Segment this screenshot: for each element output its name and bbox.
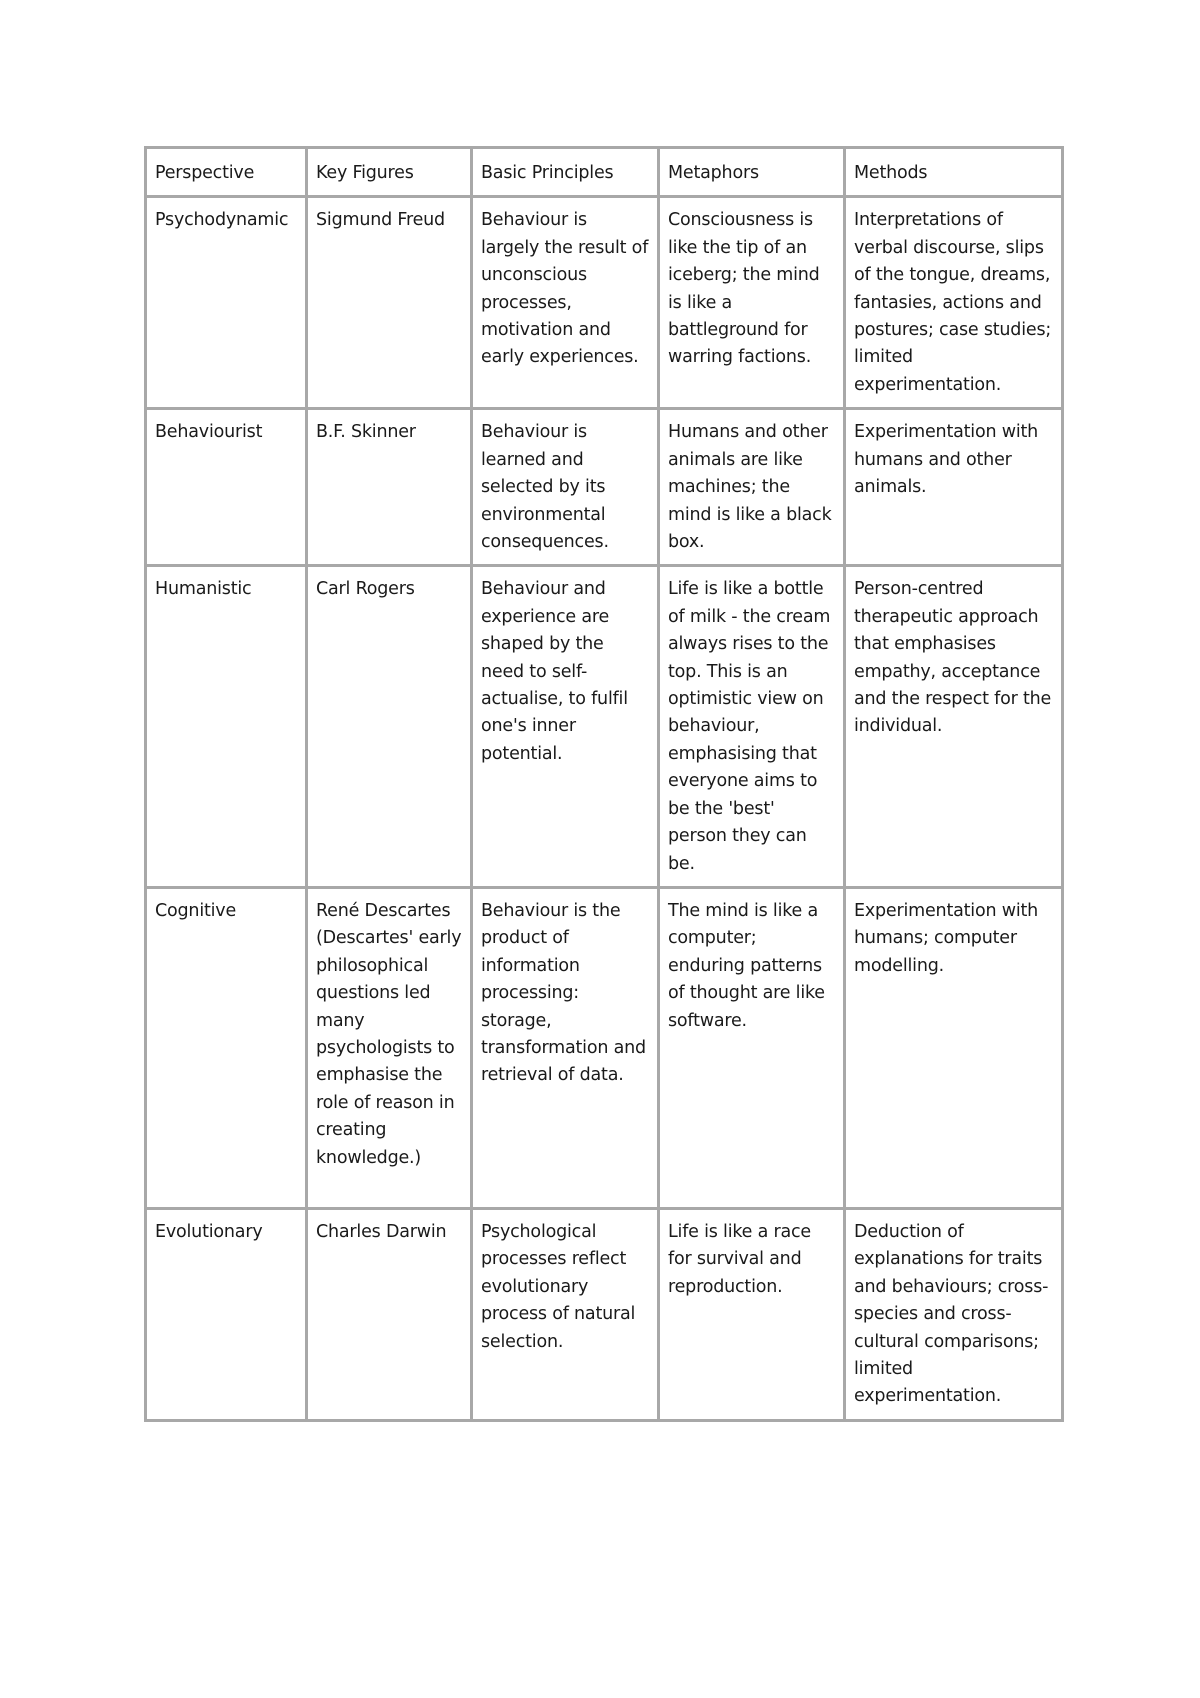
table-row: [146, 197, 1063, 409]
cell-basic-principles: Behaviour is the product of information processing: storage, transformation and retrieval of data.: [472, 887, 659, 1208]
cell-methods: Person-centred therapeutic approach that emphasises empathy, acceptance and the respect for the individual.: [845, 566, 1063, 887]
header-key-figures: Key Figures: [307, 148, 472, 197]
cell-key-figures: Sigmund Freud: [307, 197, 472, 409]
cell-metaphors: Consciousness is like the tip of an iceberg; the mind is like a battleground for warring factions.: [659, 197, 845, 409]
cell-key-figures: Charles Darwin: [307, 1208, 472, 1420]
cell-perspective: Cognitive: [146, 887, 307, 1208]
cell-basic-principles: Psychological processes reflect evolutionary process of natural selection.: [472, 1208, 659, 1420]
cell-key-figures: B.F. Skinner: [307, 409, 472, 566]
cell-methods: Interpretations of verbal discourse, slips of the tongue, dreams, fantasies, actions and postures; case studies; limited experimentation.: [845, 197, 1063, 409]
table-row: [146, 887, 1063, 1208]
cell-metaphors: The mind is like a computer; enduring patterns of thought are like software.: [659, 887, 845, 1208]
table-header-row: [146, 148, 1063, 197]
cell-methods: Experimentation with humans and other animals.: [845, 409, 1063, 566]
cell-key-figures: Carl Rogers: [307, 566, 472, 887]
cell-metaphors: Humans and other animals are like machines; the mind is like a black box.: [659, 409, 845, 566]
cell-basic-principles: Behaviour is largely the result of unconscious processes, motivation and early experiences.: [472, 197, 659, 409]
cell-basic-principles: Behaviour is learned and selected by its environmental consequences.: [472, 409, 659, 566]
header-metaphors: Metaphors: [659, 148, 845, 197]
header-methods: Methods: [845, 148, 1063, 197]
cell-perspective: Humanistic: [146, 566, 307, 887]
cell-basic-principles: Behaviour and experience are shaped by the need to self-actualise, to fulfil one's inner potential.: [472, 566, 659, 887]
cell-perspective: Behaviourist: [146, 409, 307, 566]
header-perspective: Perspective: [146, 148, 307, 197]
cell-methods: Deduction of explanations for traits and behaviours; cross-species and cross-cultural comparisons; limited experimentation.: [845, 1208, 1063, 1420]
cell-perspective: Psychodynamic: [146, 197, 307, 409]
cell-metaphors: Life is like a bottle of milk - the cream always rises to the top. This is an optimistic view on behaviour, emphasising that everyone aims to be the 'best' person they can be.: [659, 566, 845, 887]
cell-key-figures: René Descartes (Descartes' early philosophical questions led many psychologists to emphasise the role of reason in creating knowledge.): [307, 887, 472, 1208]
perspectives-table: [144, 146, 1064, 1422]
cell-metaphors: Life is like a race for survival and reproduction.: [659, 1208, 845, 1420]
table-row: [146, 409, 1063, 566]
table-row: [146, 566, 1063, 887]
table-row: [146, 1208, 1063, 1420]
header-basic-principles: Basic Principles: [472, 148, 659, 197]
cell-methods: Experimentation with humans; computer modelling.: [845, 887, 1063, 1208]
cell-perspective: Evolutionary: [146, 1208, 307, 1420]
